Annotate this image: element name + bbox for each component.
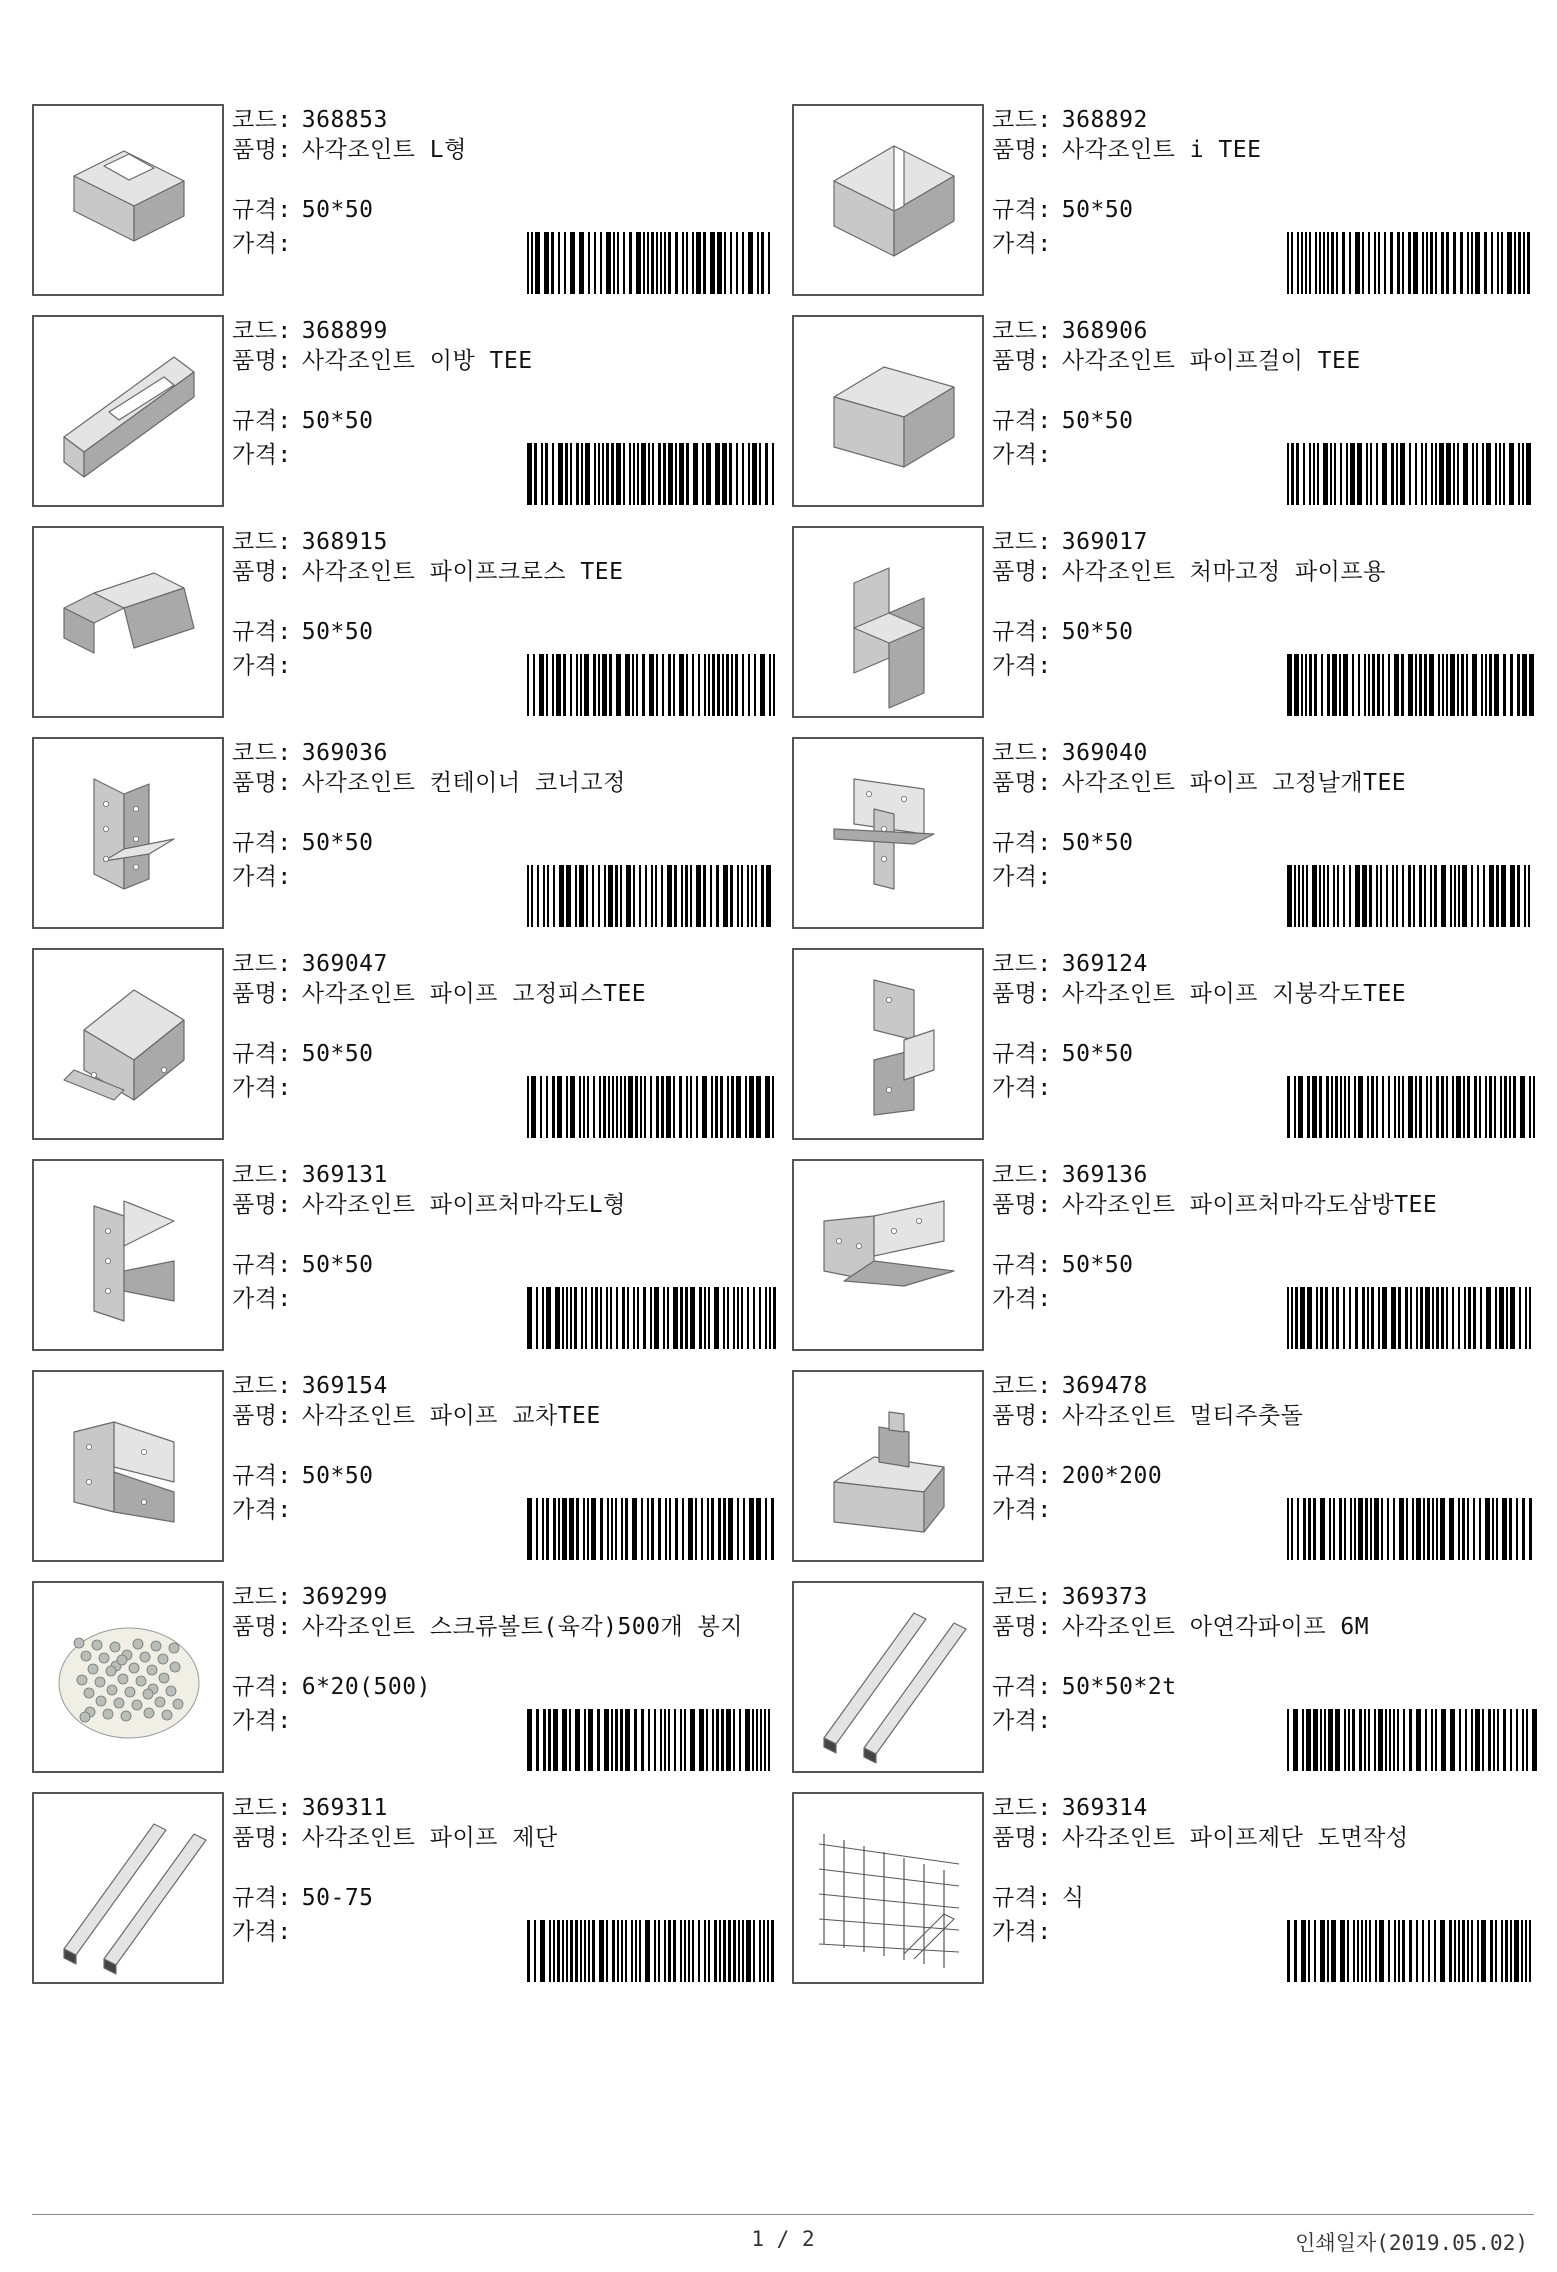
product-code-line (992, 1161, 1148, 1189)
product-name: 사각조인트 파이프제단 도면작성 (1061, 1825, 1409, 1851)
product-spec: 50*50 (1061, 197, 1134, 223)
product-card (792, 1792, 1537, 1984)
name-label: 품명: (992, 348, 1052, 374)
product-image (32, 1581, 224, 1773)
product-code-line (232, 1583, 388, 1611)
product-card (32, 948, 777, 1140)
product-spec-line (232, 407, 374, 435)
product-image (792, 104, 984, 296)
product-code: 369040 (1061, 740, 1148, 766)
eave-angle-three-way-icon (794, 1161, 982, 1349)
product-code-line (232, 106, 388, 134)
product-price-line (232, 230, 302, 258)
product-code: 368853 (301, 107, 388, 133)
product-price-line (992, 441, 1062, 469)
product-barcode (1285, 1498, 1537, 1560)
price-label: 가격: (992, 1919, 1052, 1945)
product-name-line (992, 1402, 1532, 1430)
product-card (32, 1159, 777, 1351)
product-spec-line (992, 196, 1134, 224)
print-date: 인쇄일자(2019.05.02) (1295, 2231, 1528, 2255)
spec-label: 규격: (232, 1674, 292, 1700)
spec-label: 규격: (992, 197, 1052, 223)
name-label: 품명: (232, 1825, 292, 1851)
code-label: 코드: (232, 529, 292, 555)
product-name-line (992, 980, 1532, 1008)
product-image (792, 1581, 984, 1773)
product-spec-line (232, 196, 374, 224)
spec-label: 규격: (232, 408, 292, 434)
product-spec-line (992, 1040, 1134, 1068)
product-price-line (232, 1496, 302, 1524)
spec-label: 규격: (992, 1885, 1052, 1911)
product-barcode (525, 232, 777, 294)
product-spec-line (232, 1673, 431, 1701)
price-label: 가격: (992, 1075, 1052, 1101)
product-spec-line (232, 829, 374, 857)
spec-label: 규격: (992, 1463, 1052, 1489)
code-label: 코드: (232, 318, 292, 344)
name-label: 품명: (992, 1192, 1052, 1218)
product-price-line (992, 652, 1062, 680)
product-code-line (232, 317, 388, 345)
price-label: 가격: (992, 864, 1052, 890)
product-name: 사각조인트 파이프 교차TEE (301, 1403, 601, 1429)
product-code-line (992, 1794, 1148, 1822)
price-label: 가격: (992, 1286, 1052, 1312)
product-name: 사각조인트 파이프 지붕각도TEE (1061, 981, 1407, 1007)
product-barcode (1285, 654, 1537, 716)
product-barcode (525, 1920, 777, 1982)
product-card (792, 104, 1537, 296)
price-label: 가격: (232, 653, 292, 679)
product-spec: 50*50 (1061, 1252, 1134, 1278)
product-card (32, 104, 777, 296)
product-spec-line (992, 1251, 1134, 1279)
name-label: 품명: (232, 770, 292, 796)
product-barcode (1285, 1920, 1537, 1982)
code-label: 코드: (232, 951, 292, 977)
product-code: 368915 (301, 529, 388, 555)
product-spec-line (992, 407, 1134, 435)
product-name: 사각조인트 스크류볼트(육각)500개 봉지 (301, 1614, 743, 1640)
product-image (32, 1370, 224, 1562)
name-label: 품명: (992, 1403, 1052, 1429)
product-spec-line (992, 1462, 1162, 1490)
eave-angle-l-icon (34, 1161, 222, 1349)
product-code: 369047 (301, 951, 388, 977)
product-image (32, 948, 224, 1140)
i-tee-joint-icon (794, 106, 982, 294)
product-name: 사각조인트 파이프 고정날개TEE (1061, 770, 1407, 796)
product-spec-line (232, 1884, 374, 1912)
product-code-line (992, 106, 1148, 134)
spec-label: 규격: (992, 619, 1052, 645)
product-name-line (992, 347, 1532, 375)
product-card (32, 1581, 777, 1773)
product-spec-line (992, 829, 1134, 857)
u-bracket-icon (34, 950, 222, 1138)
code-label: 코드: (232, 1162, 292, 1188)
spec-label: 규격: (232, 197, 292, 223)
spec-label: 규격: (232, 1252, 292, 1278)
product-name: 사각조인트 이방 TEE (301, 348, 533, 374)
eave-bracket-icon (794, 528, 982, 716)
product-card (792, 1159, 1537, 1351)
product-spec: 6*20(500) (301, 1674, 431, 1700)
product-name-line (992, 1824, 1532, 1852)
code-label: 코드: (232, 1795, 292, 1821)
code-label: 코드: (232, 740, 292, 766)
product-card (32, 315, 777, 507)
product-price-line (992, 1918, 1062, 1946)
product-card (792, 526, 1537, 718)
name-label: 품명: (232, 348, 292, 374)
product-spec: 식 (1061, 1885, 1085, 1911)
product-name-line (232, 347, 772, 375)
spec-label: 규격: (232, 830, 292, 856)
spec-label: 규격: (232, 1041, 292, 1067)
product-code: 369314 (1061, 1795, 1148, 1821)
product-card (792, 948, 1537, 1140)
product-image (792, 948, 984, 1140)
product-name: 사각조인트 파이프크로스 TEE (301, 559, 624, 585)
price-label: 가격: (992, 653, 1052, 679)
product-price-line (232, 863, 302, 891)
product-spec-line (232, 1462, 374, 1490)
spec-label: 규격: (992, 1674, 1052, 1700)
product-code-line (232, 528, 388, 556)
product-code-line (232, 1372, 388, 1400)
product-image (792, 1370, 984, 1562)
price-label: 가격: (232, 1497, 292, 1523)
code-label: 코드: (232, 1373, 292, 1399)
name-label: 품명: (232, 1403, 292, 1429)
product-card (32, 526, 777, 718)
product-name-line (992, 1613, 1532, 1641)
product-price-line (992, 1285, 1062, 1313)
product-spec-line (232, 1251, 374, 1279)
price-label: 가격: (992, 1708, 1052, 1734)
code-label: 코드: (992, 1795, 1052, 1821)
product-name: 사각조인트 파이프처마각도L형 (301, 1192, 626, 1218)
product-spec-line (232, 618, 374, 646)
spec-label: 규격: (992, 830, 1052, 856)
product-spec-line (992, 618, 1134, 646)
price-label: 가격: (232, 442, 292, 468)
name-label: 품명: (992, 1825, 1052, 1851)
product-code-line (992, 739, 1148, 767)
product-image (792, 315, 984, 507)
product-barcode (525, 443, 777, 505)
product-price-line (232, 1707, 302, 1735)
code-label: 코드: (992, 740, 1052, 766)
product-code: 369154 (301, 1373, 388, 1399)
product-name: 사각조인트 파이프걸이 TEE (1061, 348, 1361, 374)
product-barcode (1285, 1709, 1537, 1771)
code-label: 코드: (992, 951, 1052, 977)
foundation-block-icon (794, 1372, 982, 1560)
product-code: 369124 (1061, 951, 1148, 977)
name-label: 품명: (992, 981, 1052, 1007)
product-barcode (1285, 865, 1537, 927)
product-image (32, 526, 224, 718)
product-spec: 50*50 (1061, 830, 1134, 856)
product-image (32, 315, 224, 507)
product-image (792, 1159, 984, 1351)
product-spec-line (232, 1040, 374, 1068)
product-barcode (525, 1076, 777, 1138)
product-image (32, 104, 224, 296)
price-label: 가격: (232, 1708, 292, 1734)
product-code-line (232, 1161, 388, 1189)
product-price-line (992, 863, 1062, 891)
product-name: 사각조인트 L형 (301, 137, 467, 163)
name-label: 품명: (992, 770, 1052, 796)
product-spec: 50*50 (301, 408, 374, 434)
product-name-line (232, 1613, 772, 1641)
product-name-line (232, 558, 772, 586)
product-name: 사각조인트 처마고정 파이프용 (1061, 559, 1386, 585)
product-name: 사각조인트 i TEE (1061, 137, 1262, 163)
product-code-line (232, 950, 388, 978)
name-label: 품명: (992, 137, 1052, 163)
product-code: 369299 (301, 1584, 388, 1610)
pipe-hanger-tee-icon (794, 317, 982, 505)
cross-tee-bracket-icon (34, 1372, 222, 1560)
product-name: 사각조인트 파이프 고정피스TEE (301, 981, 647, 1007)
product-spec: 50*50 (301, 1041, 374, 1067)
product-code-line (992, 950, 1148, 978)
product-spec: 50-75 (301, 1885, 374, 1911)
product-price-line (992, 230, 1062, 258)
product-code: 369136 (1061, 1162, 1148, 1188)
structure-drawing-icon (794, 1794, 982, 1982)
price-label: 가격: (232, 1075, 292, 1101)
product-price-line (992, 1707, 1062, 1735)
product-image (32, 1159, 224, 1351)
product-code: 368906 (1061, 318, 1148, 344)
price-label: 가격: (992, 231, 1052, 257)
product-name: 사각조인트 아연각파이프 6M (1061, 1614, 1370, 1640)
name-label: 품명: (232, 1614, 292, 1640)
code-label: 코드: (992, 1584, 1052, 1610)
code-label: 코드: (992, 107, 1052, 133)
name-label: 품명: (232, 559, 292, 585)
product-code: 369373 (1061, 1584, 1148, 1610)
product-code-line (992, 1372, 1148, 1400)
product-code-line (992, 528, 1148, 556)
winged-tee-bracket-icon (794, 739, 982, 927)
price-label: 가격: (232, 1919, 292, 1945)
name-label: 품명: (992, 1614, 1052, 1640)
product-name-line (232, 769, 772, 797)
price-label: 가격: (232, 231, 292, 257)
product-spec: 50*50 (301, 197, 374, 223)
product-barcode (1285, 1287, 1537, 1349)
product-name-line (992, 769, 1532, 797)
product-card (792, 315, 1537, 507)
product-code: 369017 (1061, 529, 1148, 555)
name-label: 품명: (232, 137, 292, 163)
two-way-tee-icon (34, 317, 222, 505)
pipe-cross-tee-icon (34, 528, 222, 716)
product-name-line (232, 1402, 772, 1430)
product-barcode (1285, 232, 1537, 294)
product-price-line (232, 441, 302, 469)
product-name-line (992, 1191, 1532, 1219)
page-footer (32, 2214, 1534, 2255)
container-corner-bracket-icon (34, 739, 222, 927)
spec-label: 규격: (232, 1885, 292, 1911)
product-code: 369478 (1061, 1373, 1148, 1399)
spec-label: 규격: (232, 619, 292, 645)
product-card (32, 1370, 777, 1562)
product-name: 사각조인트 컨테이너 코너고정 (301, 770, 626, 796)
product-card (32, 737, 777, 929)
product-spec: 50*50 (301, 830, 374, 856)
product-code-line (992, 317, 1148, 345)
price-label: 가격: (992, 1497, 1052, 1523)
spec-label: 규격: (992, 1041, 1052, 1067)
product-spec: 50*50 (301, 1463, 374, 1489)
product-spec: 50*50 (1061, 619, 1134, 645)
product-code: 369036 (301, 740, 388, 766)
product-name-line (232, 980, 772, 1008)
product-name: 사각조인트 파이프 제단 (301, 1825, 558, 1851)
product-barcode (1285, 1076, 1537, 1138)
product-image (792, 1792, 984, 1984)
product-name-line (992, 558, 1532, 586)
product-barcode (525, 1709, 777, 1771)
code-label: 코드: (232, 107, 292, 133)
product-spec-line (992, 1673, 1177, 1701)
product-barcode (525, 1498, 777, 1560)
roof-angle-tee-icon (794, 950, 982, 1138)
product-barcode (1285, 443, 1537, 505)
spec-label: 규격: (992, 408, 1052, 434)
product-price-line (232, 1285, 302, 1313)
name-label: 품명: (232, 981, 292, 1007)
product-price-line (232, 1918, 302, 1946)
spec-label: 규격: (992, 1252, 1052, 1278)
l-joint-icon (34, 106, 222, 294)
code-label: 코드: (992, 318, 1052, 344)
product-barcode (525, 1287, 777, 1349)
product-spec: 50*50 (301, 619, 374, 645)
product-code: 369131 (301, 1162, 388, 1188)
product-code-line (992, 1583, 1148, 1611)
square-pipe-icon (794, 1583, 982, 1771)
product-code-line (232, 1794, 388, 1822)
product-card (32, 1792, 777, 1984)
price-label: 가격: (232, 1286, 292, 1312)
product-image (792, 737, 984, 929)
product-price-line (992, 1074, 1062, 1102)
code-label: 코드: (992, 1162, 1052, 1188)
product-code: 368899 (301, 318, 388, 344)
name-label: 품명: (232, 1192, 292, 1218)
product-name: 사각조인트 파이프처마각도삼방TEE (1061, 1192, 1438, 1218)
price-label: 가격: (992, 442, 1052, 468)
square-pipe-icon (34, 1794, 222, 1982)
product-name: 사각조인트 멀티주춧돌 (1061, 1403, 1304, 1429)
product-price-line (232, 652, 302, 680)
product-card (792, 1581, 1537, 1773)
product-image (792, 526, 984, 718)
product-name-line (992, 136, 1532, 164)
product-spec: 50*50 (301, 1252, 374, 1278)
code-label: 코드: (992, 1373, 1052, 1399)
code-label: 코드: (992, 529, 1052, 555)
product-barcode (525, 654, 777, 716)
spec-label: 규격: (232, 1463, 292, 1489)
product-spec: 50*50*2t (1061, 1674, 1177, 1700)
product-image (32, 1792, 224, 1984)
product-spec: 50*50 (1061, 408, 1134, 434)
product-image (32, 737, 224, 929)
price-label: 가격: (232, 864, 292, 890)
page-number: 1 / 2 (751, 2227, 815, 2251)
product-code-line (232, 739, 388, 767)
product-spec: 200*200 (1061, 1463, 1163, 1489)
name-label: 품명: (992, 559, 1052, 585)
product-name-line (232, 1191, 772, 1219)
code-label: 코드: (232, 1584, 292, 1610)
screw-bag-icon (34, 1583, 222, 1771)
product-name-line (232, 136, 772, 164)
product-card (792, 1370, 1537, 1562)
product-card (792, 737, 1537, 929)
product-price-line (992, 1496, 1062, 1524)
product-price-line (232, 1074, 302, 1102)
product-spec-line (992, 1884, 1085, 1912)
product-code: 368892 (1061, 107, 1148, 133)
product-barcode (525, 865, 777, 927)
product-spec: 50*50 (1061, 1041, 1134, 1067)
product-name-line (232, 1824, 772, 1852)
product-code: 369311 (301, 1795, 388, 1821)
